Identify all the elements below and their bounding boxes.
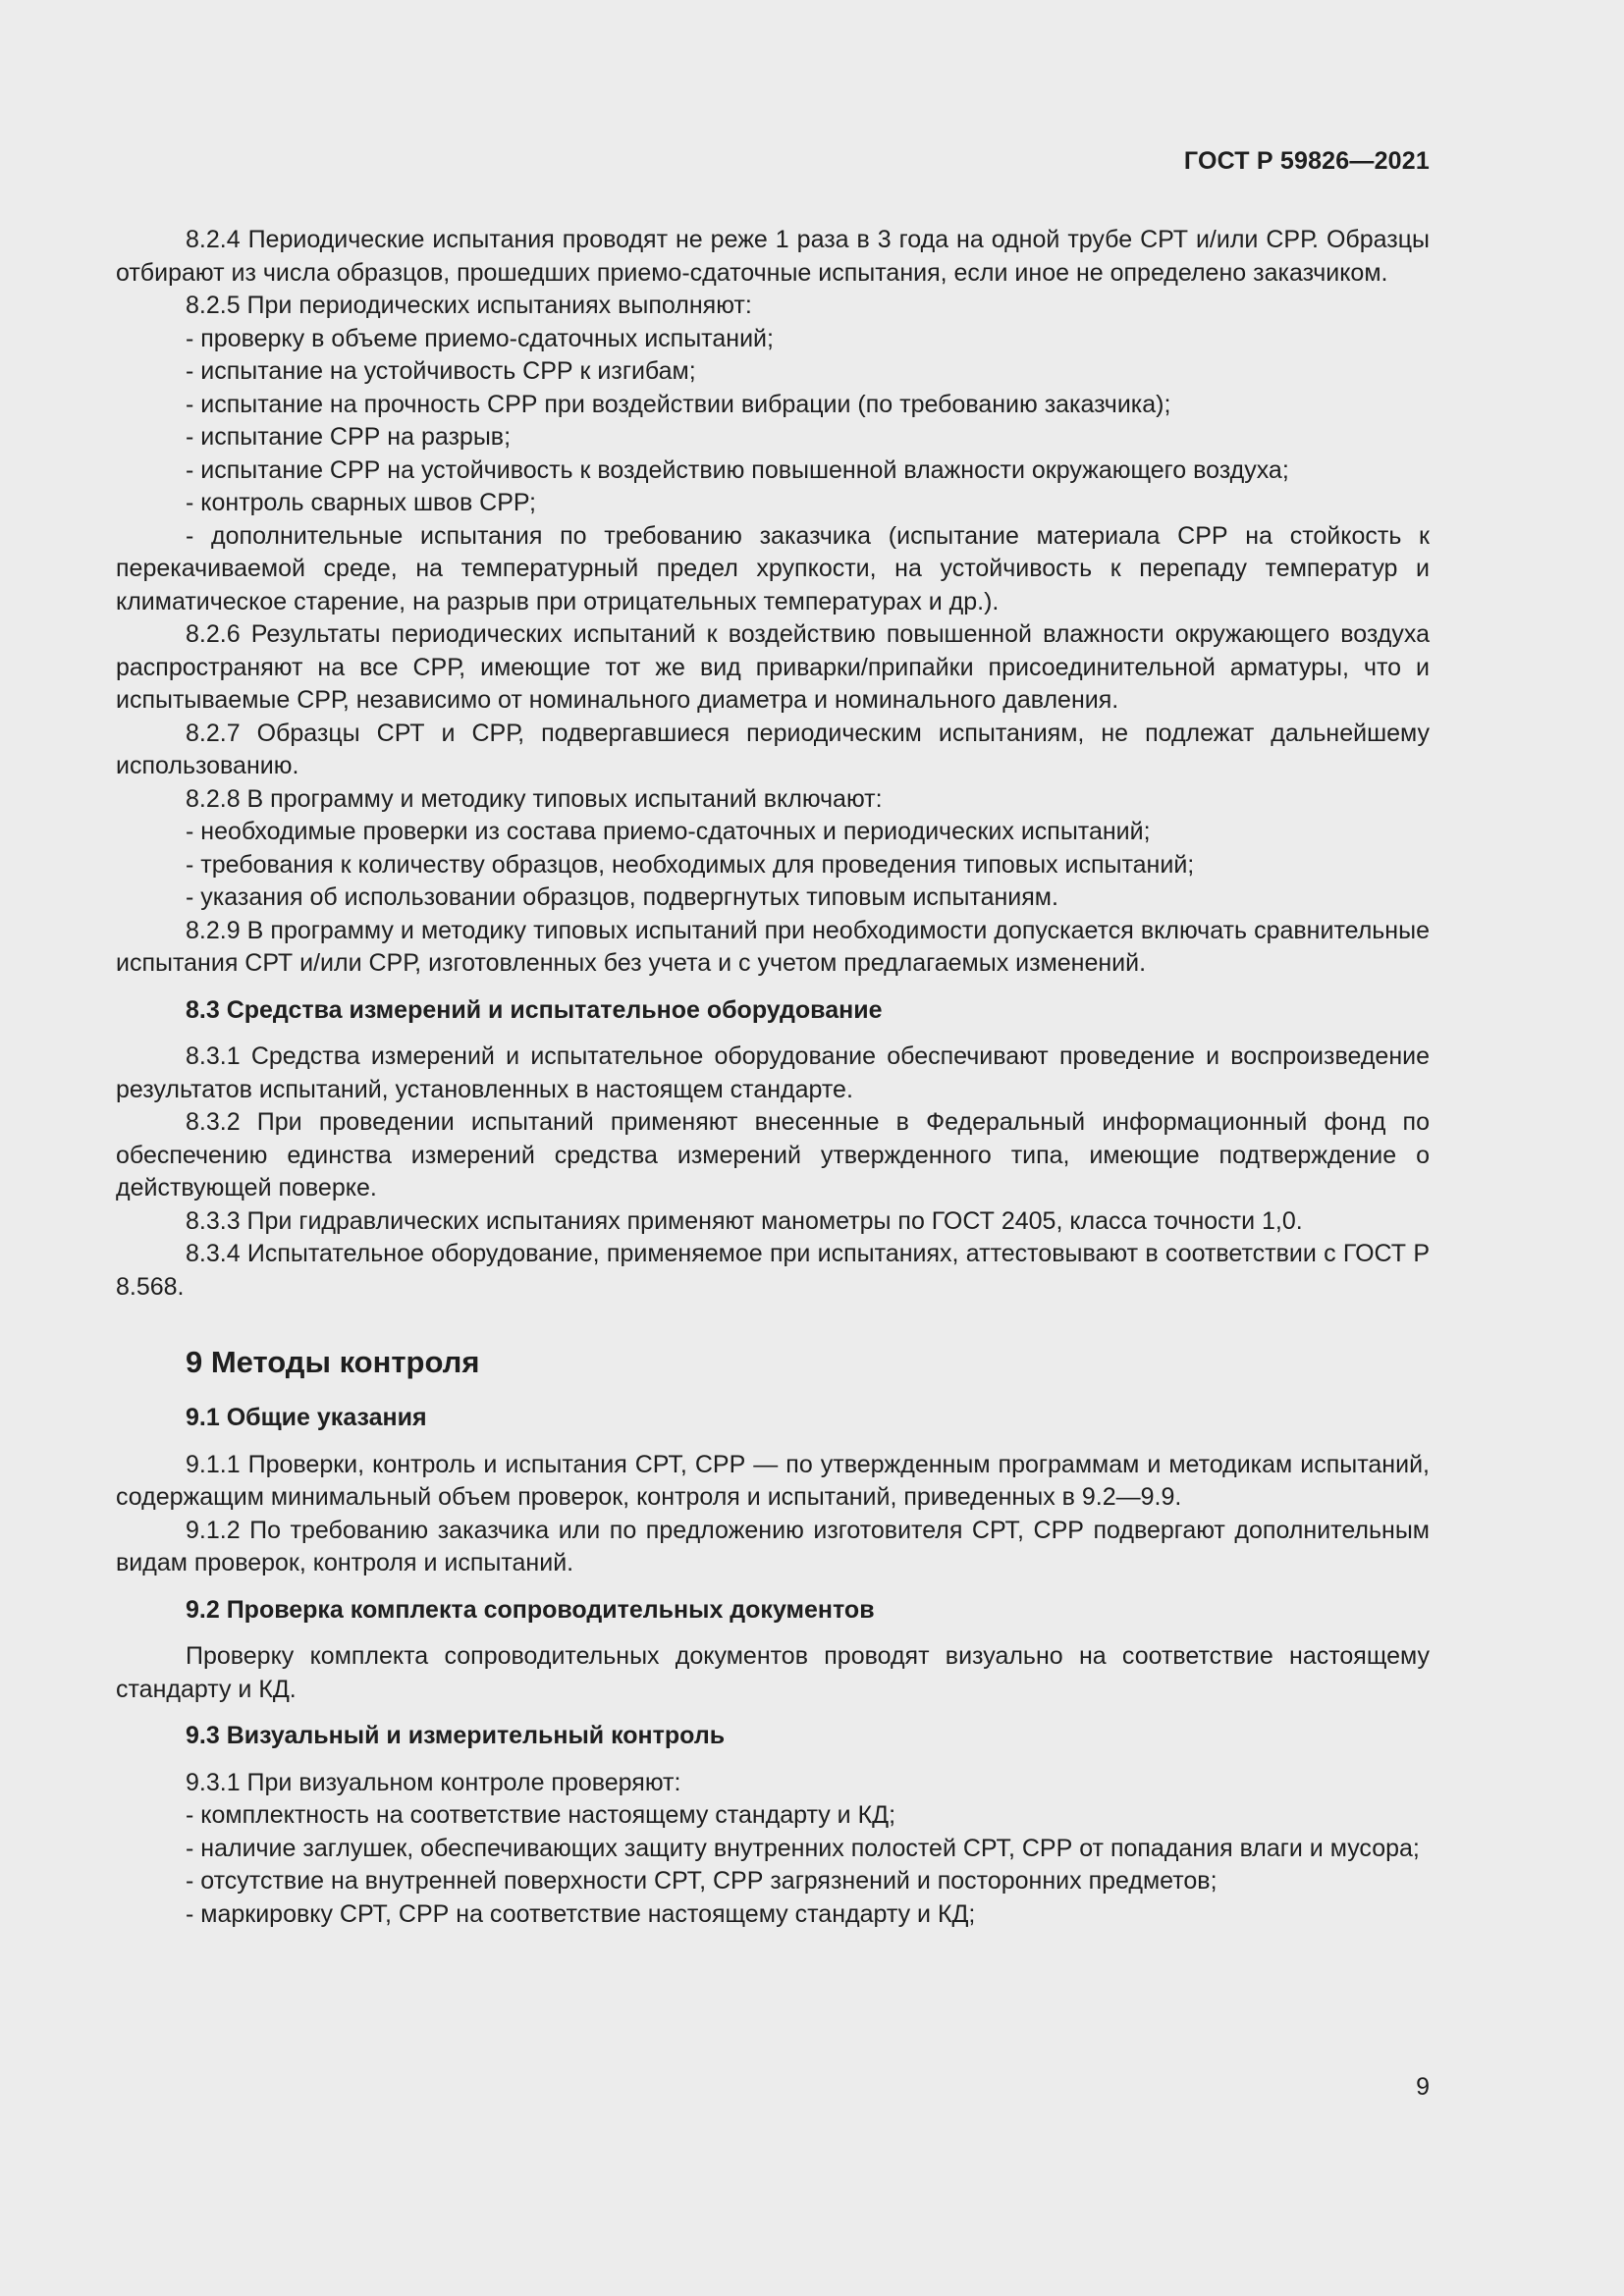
document-code: ГОСТ Р 59826—2021 — [1183, 147, 1430, 175]
list-item: - указания об использовании образцов, подвергнутых типовым испытаниям. — [186, 883, 1058, 911]
list-item: - требования к количеству образцов, необходимых для проведения типовых испытаний; — [186, 850, 1195, 879]
paragraph-8-2-7: 8.2.7 Образцы СРТ и СРР, подвергавшиеся периодическим испытаниям, не подлежат дальнейшему использованию. — [116, 719, 1430, 779]
list-item: - дополнительные испытания по требованию заказчика (испытание материала СРР на стойкость к перекачиваемой среде, на температурный предел хрупкости, на устойчивость к перепаду температур и климатическое старение, на разрыв при отрицательных температурах и др.). — [116, 521, 1430, 615]
list-item: - контроль сварных швов СРР; — [186, 489, 536, 516]
paragraph-8-2-4: 8.2.4 Периодические испытания проводят не реже 1 раза в 3 года на одной трубе СРТ и/или СРР. Образцы отбирают из числа образцов, прошедших приемо-сдаточные испытания, если иное не определено заказчиком. — [116, 226, 1430, 287]
list-item: - наличие заглушек, обеспечивающих защиту внутренних полостей СРТ, СРР от попадания влаги и мусора; — [186, 1834, 1420, 1862]
paragraph-8-2-9: 8.2.9 В программу и методику типовых испытаний при необходимости допускается включать сравнительные испытания СРТ и/или СРР, изготовленных без учета и с учетом предлагаемых изменений. — [116, 916, 1430, 977]
paragraph-9-3-1: 9.3.1 При визуальном контроле проверяют: — [186, 1768, 681, 1796]
list-item: - отсутствие на внутренней поверхности СРТ, СРР загрязнений и посторонних предметов; — [186, 1867, 1218, 1895]
list-item: - испытание СРР на устойчивость к воздействию повышенной влажности окружающего воздуха; — [186, 455, 1289, 484]
paragraph-8-3-1: 8.3.1 Средства измерений и испытательное оборудование обеспечивают проведение и воспроизведение результатов испытаний, установленных в настоящем стандарте. — [116, 1042, 1430, 1103]
heading-8-3: 8.3 Средства измерений и испытательное оборудование — [186, 995, 883, 1024]
paragraph-9-1-2: 9.1.2 По требованию заказчика или по предложению изготовителя СРТ, СРР подвергают дополнительным видам проверок, контроля и испытаний. — [116, 1516, 1430, 1576]
page-number: 9 — [1416, 2073, 1430, 2101]
heading-9: 9 Методы контроля — [186, 1345, 480, 1379]
paragraph-9-1-1: 9.1.1 Проверки, контроль и испытания СРТ, СРР — по утвержденным программам и методикам испытаний, содержащим минимальный объем проверок, контроля и испытаний, приведенных в 9.2—9.9. — [116, 1450, 1430, 1511]
heading-9-2: 9.2 Проверка комплекта сопроводительных документов — [186, 1595, 875, 1624]
paragraph-8-2-8: 8.2.8 В программу и методику типовых испытаний включают: — [186, 784, 883, 813]
list-item: - маркировку СРТ, СРР на соответствие настоящему стандарту и КД; — [186, 1899, 976, 1928]
heading-9-1: 9.1 Общие указания — [186, 1404, 427, 1431]
paragraph-8-2-5: 8.2.5 При периодических испытаниях выполняют: — [186, 292, 752, 319]
paragraph-8-3-3: 8.3.3 При гидравлических испытаниях применяют манометры по ГОСТ 2405, класса точности 1,0. — [186, 1206, 1303, 1235]
document-body — [116, 224, 1430, 1931]
list-item: - комплектность на соответствие настоящему стандарту и КД; — [186, 1801, 896, 1829]
heading-9-3: 9.3 Визуальный и измерительный контроль — [186, 1722, 726, 1749]
paragraph-8-2-6: 8.2.6 Результаты периодических испытаний к воздействию повышенной влажности окружающего воздуха распространяют на все СРР, имеющие тот же вид приварки/припайки присоединительной арматуры, что и испытываемые СРР, независимо от номинального диаметра и номинального давления. — [116, 620, 1430, 714]
paragraph-9-2: Проверку комплекта сопроводительных документов проводят визуально на соответствие настоящему стандарту и КД. — [116, 1642, 1430, 1703]
list-item: - испытание на прочность СРР при воздействии вибрации (по требованию заказчика); — [186, 390, 1171, 418]
paragraph-8-3-2: 8.3.2 При проведении испытаний применяют внесенные в Федеральный информационный фонд по обеспечению единства измерений средства измерений утвержденного типа, имеющие подтверждение о действующей поверке. — [116, 1108, 1430, 1201]
list-item: - испытание на устойчивость СРР к изгибам; — [186, 357, 696, 385]
list-item: - необходимые проверки из состава приемо-сдаточных и периодических испытаний; — [186, 818, 1151, 845]
list-item: - проверку в объеме приемо-сдаточных испытаний; — [186, 324, 774, 352]
list-item: - испытание СРР на разрыв; — [186, 423, 512, 451]
paragraph-8-3-4: 8.3.4 Испытательное оборудование, применяемое при испытаниях, аттестовывают в соответствии с ГОСТ Р 8.568. — [116, 1240, 1430, 1301]
